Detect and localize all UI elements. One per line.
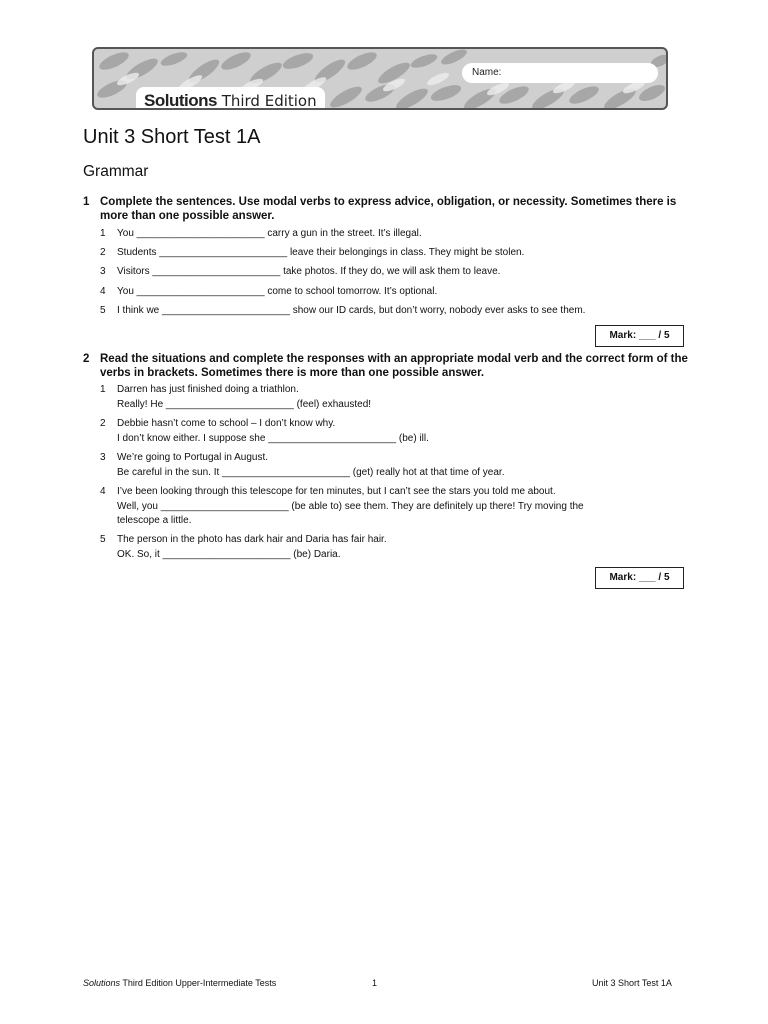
item-line: Really! He _______________________ (feel) exhausted!	[117, 398, 372, 410]
item-line: Students _______________________ leave their belongings in class. They might be stolen.	[117, 247, 525, 258]
question-number: 2	[83, 353, 90, 365]
item-line: telescope a little.	[117, 515, 192, 526]
item-line: I think we _______________________ show our ID cards, but don’t worry, nobody ever asks to see them.	[117, 305, 586, 316]
item-line: Visitors _______________________ take photos. If they do, we will ask them to leave.	[117, 266, 501, 277]
item-number: 1	[100, 384, 106, 395]
item-line: We’re going to Portugal in August.	[117, 452, 269, 463]
footer-right: Unit 3 Short Test 1A	[592, 978, 672, 988]
item-number: 2	[100, 418, 106, 429]
page-title: Unit 3 Short Test 1A	[83, 126, 261, 148]
footer-brand: Solutions	[83, 978, 121, 988]
item-number: 5	[100, 534, 106, 545]
header-banner	[92, 47, 668, 110]
item-line: Darren has just finished doing a triathlon.	[117, 384, 299, 395]
item-line: You _______________________ come to school tomorrow. It’s optional.	[117, 286, 438, 297]
item-line: OK. So, it _______________________ (be) Daria.	[117, 548, 341, 560]
item-line: I don’t know either. I suppose she _______________________ (be) ill.	[117, 432, 429, 444]
section-heading: Grammar	[83, 163, 149, 180]
footer-series: Third Edition Upper-Intermediate Tests	[120, 978, 277, 988]
item-number: 4	[100, 286, 106, 297]
footer-left	[83, 978, 276, 988]
question-instruction: Complete the sentences. Use modal verbs to express advice, obligation, or necessity. Sometimes there is more than one possible answer.	[100, 196, 677, 222]
question-2-mark-box[interactable]: Mark: ___ / 5	[595, 567, 684, 589]
item-number: 5	[100, 305, 106, 316]
item-line: You _______________________ carry a gun in the street. It’s illegal.	[117, 228, 422, 239]
item-line: Be careful in the sun. It _______________________ (get) really hot at that time of year.	[117, 466, 505, 478]
logo-light: Third Edition	[221, 92, 317, 110]
item-line: I’ve been looking through this telescope for ten minutes, but I can’t see the stars you told me about.	[117, 486, 556, 497]
item-line: Well, you _______________________ (be able to) see them. They are definitely up there! Try moving the	[117, 500, 584, 512]
item-number: 3	[100, 266, 106, 277]
item-line: Debbie hasn’t come to school – I don’t know why.	[117, 418, 336, 429]
footer-page-number: 1	[372, 978, 378, 988]
solutions-logo	[136, 87, 325, 110]
item-number: 3	[100, 452, 106, 463]
name-field[interactable]	[462, 63, 658, 83]
item-number: 2	[100, 247, 106, 258]
name-label: Name:	[472, 67, 502, 78]
question-1-mark-box[interactable]: Mark: ___ / 5	[595, 325, 684, 347]
item-number: 1	[100, 228, 106, 239]
item-number: 4	[100, 486, 106, 497]
logo-bold: Solutions	[144, 91, 217, 110]
item-line: The person in the photo has dark hair and Daria has fair hair.	[117, 534, 387, 545]
question-instruction: Read the situations and complete the responses with an appropriate modal verb and the correct form of the verbs in brackets. Sometimes there is more than one possible answer.	[100, 353, 688, 379]
question-number: 1	[83, 196, 90, 208]
